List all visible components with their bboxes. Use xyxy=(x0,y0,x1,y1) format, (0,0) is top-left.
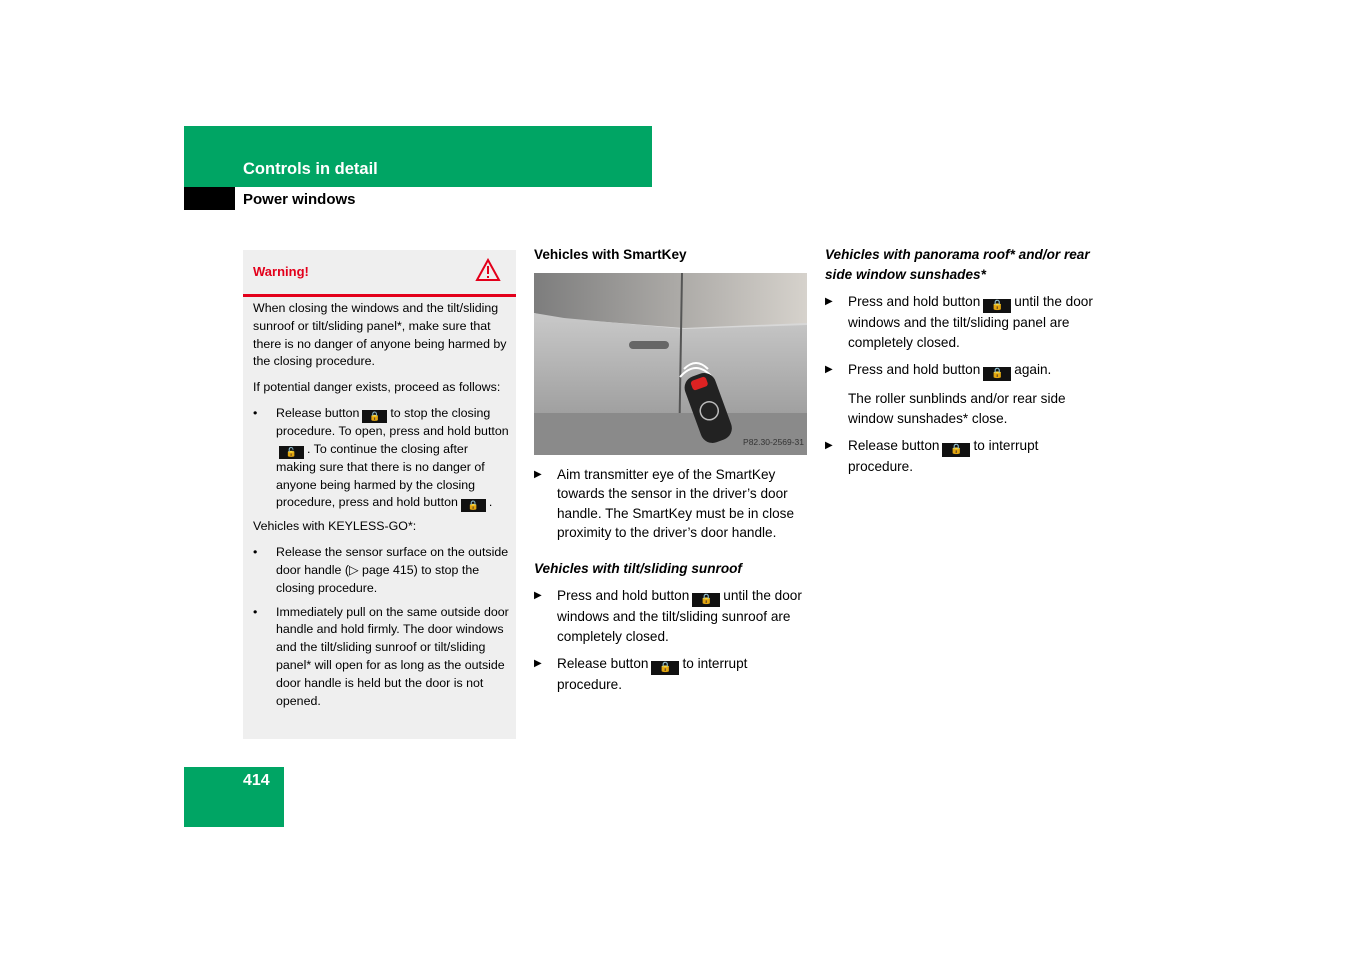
warning-title: Warning! xyxy=(253,264,309,279)
lock-icon: 🔒 xyxy=(942,443,970,457)
column-panorama xyxy=(825,245,1102,485)
warning-box xyxy=(243,250,516,739)
photo-code: P82.30-2569-31 xyxy=(743,437,804,447)
triangle-right-icon: ▶ xyxy=(825,296,833,307)
triangle-right-icon: ▶ xyxy=(534,468,542,480)
unlock-icon: 🔓 xyxy=(279,446,304,459)
instruction-step: ▶ Press and hold button 🔒 until the door windows and the tilt/sliding panel are completely closed. xyxy=(825,294,1093,350)
triangle-right-icon: ▶ xyxy=(825,440,833,451)
lock-icon: 🔒 xyxy=(651,661,679,675)
subsection-marker xyxy=(184,187,235,210)
heading-panorama: Vehicles with panorama roof* and/or rear side window sunshades* xyxy=(825,247,1090,282)
column-smartkey xyxy=(534,245,809,703)
lock-icon: 🔒 xyxy=(362,410,387,423)
instruction-note: The roller sunblinds and/or rear side window sunshades* close. xyxy=(848,391,1066,426)
lock-icon: 🔒 xyxy=(983,299,1011,313)
instruction-step: ▶ Press and hold button 🔒 until the door windows and the tilt/sliding sunroof are completely closed. xyxy=(534,588,802,644)
triangle-right-icon: ▶ xyxy=(825,364,833,375)
instruction-step: ▶ Press and hold button 🔒 again. xyxy=(825,362,1052,379)
heading-smartkey: Vehicles with SmartKey xyxy=(534,247,687,262)
warning-triangle-icon xyxy=(475,258,501,282)
warning-body xyxy=(253,300,509,716)
instruction-step: ▶ Release button 🔒 to interrupt procedure. xyxy=(534,656,748,692)
page-number: 414 xyxy=(243,772,270,789)
bullet-dot: • xyxy=(253,405,258,420)
lock-icon: 🔒 xyxy=(461,499,486,512)
instruction-step: ▶ Release button 🔒 to interrupt procedure. xyxy=(825,438,1039,474)
warning-paragraph: When closing the windows and the tilt/sliding sunroof or tilt/sliding panel*, make sure that there is no danger of anyone being harmed by the closing procedure. xyxy=(253,301,507,369)
bullet-dot: • xyxy=(253,545,258,560)
section-title: Controls in detail xyxy=(243,160,378,178)
car-door-illustration xyxy=(534,273,807,455)
subsection-title: Power windows xyxy=(243,191,356,208)
warning-paragraph: If potential danger exists, proceed as follows: xyxy=(253,380,501,395)
warning-bullet: • Release the sensor surface on the outside door handle (▷ page 415) to stop the closing procedure. xyxy=(253,545,509,595)
warning-header xyxy=(243,250,516,297)
warning-bullet: • Immediately pull on the same outside door handle and hold firmly. The door windows and the tilt/sliding sunroof or tilt/sliding panel* will open for as long as the outside door handle is held but the door is not opened. xyxy=(253,604,509,708)
instruction-step: ▶ Aim transmitter eye of the SmartKey towards the sensor in the driver’s door handle. The SmartKey must be in close proximity to the driver’s door handle. xyxy=(534,466,795,540)
bullet-dot: • xyxy=(253,604,258,619)
lock-icon: 🔒 xyxy=(983,367,1011,381)
warning-bullet: • Release button 🔒 to stop the closing procedure. To open, press and hold button🔓 . To continue the closing after making sure that there is no danger of anyone being harmed by the closing procedure, press and hold button 🔒 . xyxy=(253,405,509,511)
triangle-right-icon: ▶ xyxy=(534,590,542,601)
keyless-label: Vehicles with KEYLESS-GO*: xyxy=(253,519,417,534)
triangle-right-icon: ▶ xyxy=(534,658,542,669)
car-door-photo xyxy=(534,273,807,455)
heading-sunroof: Vehicles with tilt/sliding sunroof xyxy=(534,560,742,576)
lock-icon: 🔒 xyxy=(692,593,720,607)
